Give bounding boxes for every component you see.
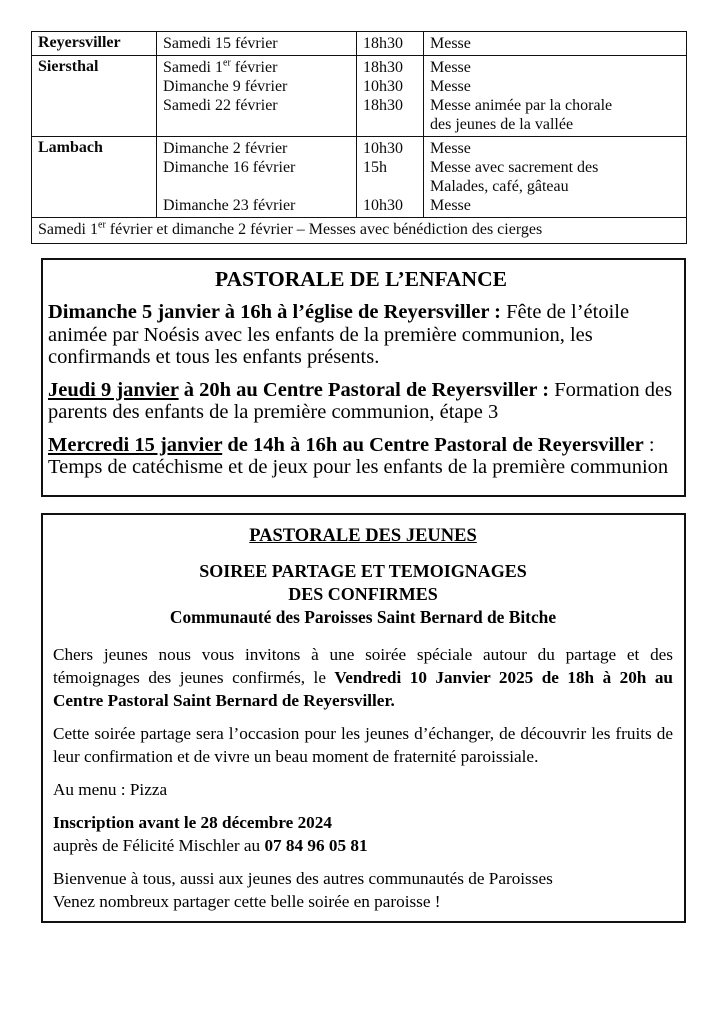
pastorale-enfance-section: [41, 258, 686, 497]
invitation-date-bold: Vendredi 10 Janvier 2025 de 18h à 20h au Centre Pastoral Saint Bernard de Reyersviller.: [53, 667, 673, 710]
time-line: 10h30: [363, 197, 403, 214]
table-footer-row: [32, 218, 687, 244]
subtitle-confirmes: DES CONFIRMES: [288, 583, 438, 604]
superscript-er: er: [98, 219, 106, 231]
times-cell: [357, 56, 424, 137]
date-line: [163, 177, 351, 196]
service-line: des jeunes de la vallée: [430, 116, 574, 133]
paragraph-menu: Au menu : Pizza: [53, 779, 168, 799]
subtitle-soiree: SOIREE PARTAGE ET TEMOIGNAGES: [199, 560, 527, 581]
time-line: 18h30: [363, 59, 403, 76]
phone-number: 07 84 96 05 81: [264, 835, 368, 855]
times-cell: [357, 32, 424, 56]
paragraph-invitation: [53, 643, 673, 712]
service-line: Messe: [430, 59, 471, 76]
paragraph-catechisme: [48, 434, 674, 479]
event-description: Formation des parents des enfants de la première communion, étape 3: [48, 378, 673, 423]
date-line: Samedi 15 février: [163, 35, 278, 52]
date-line: Samedi 1er février: [163, 57, 278, 76]
bienvenue-line2: Venez nombreux partager cette belle soirée en paroisse !: [53, 891, 441, 911]
service-line: Messe: [430, 35, 471, 52]
footer-note: Samedi 1er février et dimanche 2 février – Messes avec bénédiction des cierges: [32, 218, 687, 244]
dates-cell: [157, 56, 357, 137]
service-line: Messe: [430, 197, 471, 214]
paragraph-inscription: [53, 811, 673, 857]
invitation-text: Chers jeunes nous vous invitons à une soirée spéciale autour du partage et des témoignages des jeunes confirmés, le: [53, 644, 673, 687]
contact-text: auprès de Félicité Mischler au: [53, 835, 265, 855]
date-line: Samedi 22 février: [163, 97, 278, 114]
event-place-bold: à 20h au Centre Pastoral de Reyersviller :: [178, 378, 550, 401]
table-row-reyersviller: [32, 32, 687, 56]
time-line: 18h30: [363, 35, 403, 52]
date-line: Dimanche 16 février: [163, 159, 296, 176]
service-line: Messe avec sacrement des: [430, 159, 599, 176]
services-cell: [424, 56, 687, 137]
section-title-jeunes: PASTORALE DES JEUNES: [249, 525, 477, 546]
superscript-er: er: [223, 57, 231, 69]
time-line: 10h30: [363, 140, 403, 157]
time-line: [363, 177, 418, 196]
service-line: Messe: [430, 140, 471, 157]
subtitle-communaute: Communauté des Paroisses Saint Bernard de Bitche: [169, 606, 557, 627]
date-line: Dimanche 2 février: [163, 140, 288, 157]
event-description: Fête de l’étoile animée par Noésis avec les enfants de la première communion, les confirmands et tous les enfants présents.: [48, 301, 630, 368]
paragraph-formation-parents: [48, 379, 674, 424]
pastorale-jeunes-section: [41, 513, 686, 923]
services-cell: [424, 137, 687, 218]
location-cell: Siersthal: [32, 56, 157, 137]
event-date-bold: Dimanche 5 janvier à 16h à l’église de Reyersviller :: [48, 301, 502, 323]
section-title-enfance: PASTORALE DE L’ENFANCE: [215, 267, 507, 291]
service-line: Malades, café, gâteau: [430, 178, 569, 195]
service-line: Messe animée par la chorale: [430, 97, 613, 114]
mass-schedule-table: [31, 31, 687, 244]
date-line: Dimanche 9 février: [163, 78, 288, 95]
bienvenue-line1: Bienvenue à tous, aussi aux jeunes des autres communautés de Paroisses: [53, 868, 553, 888]
services-cell: [424, 32, 687, 56]
location-cell: Lambach: [32, 137, 157, 218]
date-line: Dimanche 23 février: [163, 197, 296, 214]
event-date-underlined: Mercredi 15 janvier: [48, 433, 223, 456]
dates-cell: [157, 32, 357, 56]
location-cell: Reyersviller: [32, 32, 157, 56]
time-line: 10h30: [363, 78, 403, 95]
event-place-bold: de 14h à 16h au Centre Pastoral de Reyersviller: [222, 433, 644, 456]
dates-cell: [157, 137, 357, 218]
paragraph-fete-etoile: [48, 301, 674, 369]
inscription-deadline-bold: Inscription avant le 28 décembre 2024: [53, 812, 332, 832]
service-line: Messe: [430, 78, 471, 95]
table-row-siersthal: [32, 56, 687, 137]
paragraph-objectif: Cette soirée partage sera l’occasion pour les jeunes d’échanger, de découvrir les fruits de leur confirmation et de vivre un beau moment de fraternité paroissiale.: [53, 723, 673, 766]
event-date-underlined: Jeudi 9 janvier: [48, 378, 179, 401]
table-row-lambach: [32, 137, 687, 218]
time-line: 15h: [363, 159, 387, 176]
event-description: : Temps de catéchisme et de jeux pour les enfants de la première communion: [48, 433, 669, 478]
paragraph-bienvenue: [53, 867, 673, 913]
times-cell: [357, 137, 424, 218]
time-line: 18h30: [363, 97, 403, 114]
